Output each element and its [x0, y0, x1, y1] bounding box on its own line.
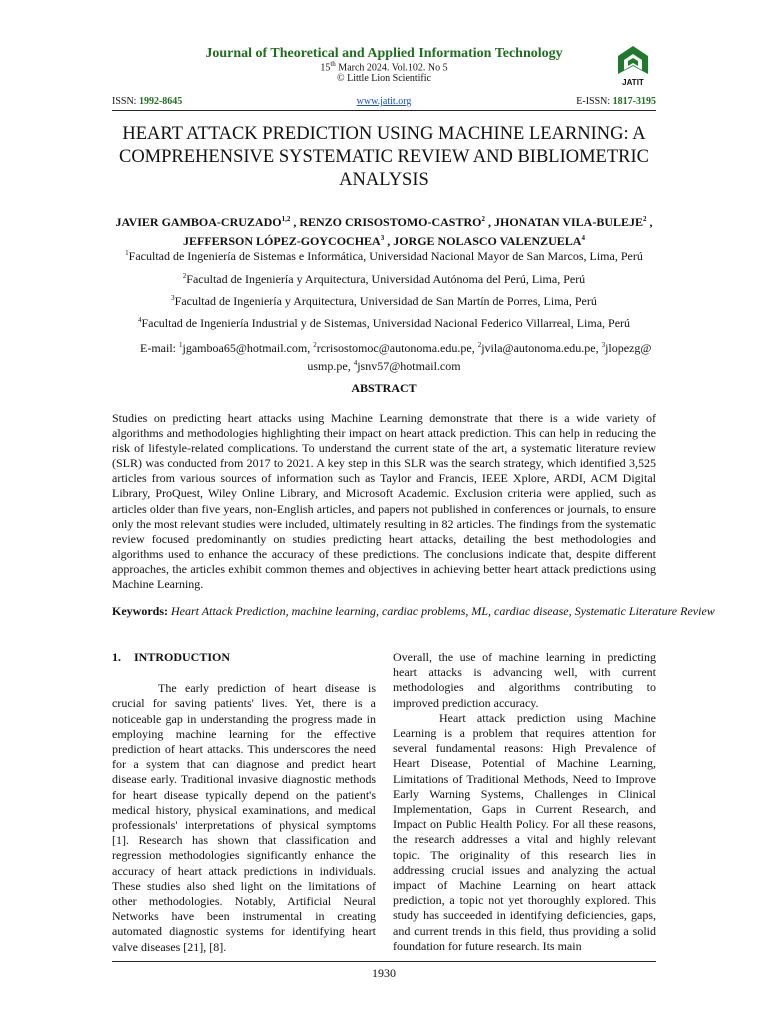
issue-day: 15 [320, 62, 331, 74]
affiliation-4 [112, 316, 656, 331]
affiliation-text: Facultad de Ingeniería Industrial y de Sistemas, Universidad Nacional Federico Villarreal, Lima, Perú [141, 316, 631, 330]
eissn-value: 1817-3195 [612, 96, 656, 107]
affiliation-sup: 3 [171, 294, 175, 302]
intro-paragraph-2: Overall, the use of machine learning in predicting heart attacks is advancing well, with current methodologies and algorithms contributing to improved prediction accuracy. [393, 650, 656, 710]
email-address[interactable]: rcrisostomoc@autonoma.edu.pe, [316, 341, 478, 355]
section-number: 1. [112, 650, 121, 664]
jatit-logo [612, 44, 654, 88]
author-affil-sup: 2 [481, 215, 485, 223]
keywords-label: Keywords: [112, 604, 171, 618]
email-sup: 2 [477, 341, 482, 349]
email-line-1 [112, 338, 656, 356]
section-title: INTRODUCTION [134, 650, 231, 664]
issue-details: March 2024. Vol.102. No 5 [335, 62, 448, 74]
author-affil-sup: 2 [643, 215, 647, 223]
email-sup: 1 [179, 341, 183, 349]
author-name: , JEFFERSON LÓPEZ-GOYCOCHEA [183, 215, 653, 248]
logo-text: JATIT [622, 78, 644, 87]
email-label: E-mail: [140, 341, 179, 355]
eissn [576, 96, 656, 107]
journal-title: Journal of Theoretical and Applied Information Technology [205, 46, 563, 61]
issn-label: ISSN: [112, 96, 139, 107]
intro-paragraph-1: The early prediction of heart disease is crucial for saving patients' lives. Yet, there is a noticeable gap in understanding the progress made in employing machine learning for the effective prediction of heart attacks. This underscores the need for a system that can diagnose and predict heart disease early. Traditional invasive diagnostic methods for heart disease typically depend on the patient's medical history, physical examinations, and medical professionals' interpretations of physical symptoms [1]. Research has shown that classification and regression methodologies significantly enhance the accuracy of heart attack predictions in individuals. These studies also shed light on the limitations of other methodologies. Notably, Artificial Neural Networks have been instrumental in creating automated diagnostic systems for identifying heart valve diseases [21], [8]. [112, 681, 376, 954]
author-affil-sup: 3 [380, 234, 385, 242]
eissn-label: E-ISSN: [576, 96, 613, 107]
journal-website-link[interactable]: www.jatit.org [356, 96, 412, 107]
affiliation-text: Facultad de Ingeniería de Sistemas e Informática, Universidad Nacional Mayor de San Marcos, Lima, Perú [128, 249, 643, 263]
right-column [393, 650, 656, 954]
email-address[interactable]: jgamboa65@hotmail.com, [182, 341, 314, 355]
author-name: , RENZO CRISOSTOMO-CASTRO [290, 215, 482, 229]
affiliation-text: Facultad de Ingeniería y Arquitectura, Universidad Autónoma del Perú, Lima, Perú [186, 272, 586, 286]
page-number: 1930 [372, 966, 396, 980]
email-sup: 3 [601, 341, 606, 349]
footer-divider [112, 961, 656, 962]
affiliation-sup: 2 [182, 272, 187, 280]
email-address[interactable]: jsnv57@hotmail.com [357, 359, 461, 373]
email-sup: 4 [353, 359, 358, 367]
affiliation-2 [112, 272, 656, 287]
intro-paragraph-3: Heart attack prediction using Machine Learning is a problem that requires attention for several fundamental reasons: High Prevalence of Heart Disease, Potential of Machine Learning, Limitations of Traditional Methods, Need to Improve Early Warning Systems, Challenges in Clinical Implementation, Gaps in Current Research, and Impact on Public Health Policy. For all these reasons, the research addresses a vital and highly relevant topic. The originality of this research lies in addressing crucial issues and analyzing the actual impact of Machine Learning on heart attack prediction, a topic not yet thoroughly explored. This study has succeeded in identifying deficiencies, gaps, and current trends in this field, thus providing a solid foundation for future research. Its main [393, 710, 656, 953]
author-affil-sup: 4 [581, 234, 585, 242]
affiliation-sup: 1 [125, 249, 129, 257]
left-column [112, 650, 376, 955]
header-divider [112, 110, 656, 111]
keywords-text: Heart Attack Prediction, machine learning, cardiac problems, ML, cardiac disease, Systematic Literature Review [171, 604, 715, 618]
email-address[interactable]: jvila@autonoma.edu.pe, [481, 341, 602, 355]
affiliation-3 [112, 294, 656, 309]
abstract-heading: ABSTRACT [351, 381, 417, 395]
publisher-line: © Little Lion Scientific [337, 73, 431, 84]
author-name: , JORGE NOLASCO VALENZUELA [384, 234, 582, 248]
affiliation-sup: 4 [137, 316, 142, 324]
paper-title: HEART ATTACK PREDICTION USING MACHINE LEARNING: A COMPREHENSIVE SYSTEMATIC REVIEW AND BIBLIOMETRIC ANALYSIS [118, 124, 649, 190]
issn-value: 1992-8645 [138, 96, 183, 107]
abstract-body: Studies on predicting heart attacks using Machine Learning demonstrate that there is a wide variety of algorithms and methodologies highlighting their impact on heart attack prediction. This can help in reducing the risk of lifestyle-related complications. To understand the current state of the art, a systematic literature review (SLR) was conducted from 2017 to 2021. A key step in this SLR was the search strategy, which identified 3,525 articles from various sources of information such as Taylor and Francis, IEEE Xplore, ARDI, ACM Digital Library, ProQuest, Wiley Online Library, and Microsoft Academic. Exclusion criteria were applied, such as articles older than five years, non-English articles, and papers not published in conferences or journals, to ensure only the most relevant studies were included, ultimately resulting in 82 articles. The findings from the systematic review focused predominantly on studies predicting heart attacks, detailing the best methodologies and algorithms used to enhance the accuracy of these predictions. The conclusions indicate that, despite different approaches, the articles exhibit common themes and objectives in achieving better heart attack predictions using Machine Learning. [112, 411, 656, 592]
email-line-2 [112, 356, 656, 374]
keywords [112, 603, 718, 619]
issue-day-suffix: th [330, 60, 336, 68]
author-name: JAVIER GAMBOA-CRUZADO [115, 215, 282, 229]
section-heading-introduction [112, 650, 376, 665]
author-affil-sup: 1,2 [281, 215, 291, 223]
email-address[interactable]: jlopezg@ [605, 341, 652, 355]
author-emails [112, 338, 656, 374]
affiliation-text: Facultad de Ingeniería y Arquitectura, Universidad de San Martín de Porres, Lima, Perú [174, 294, 597, 308]
author-name: , JHONATAN VILA-BULEJE [485, 215, 644, 229]
author-list [112, 211, 656, 249]
email-sup: 2 [313, 341, 317, 349]
affiliation-1 [112, 249, 656, 264]
email-address-cont[interactable]: usmp.pe, [307, 359, 354, 373]
